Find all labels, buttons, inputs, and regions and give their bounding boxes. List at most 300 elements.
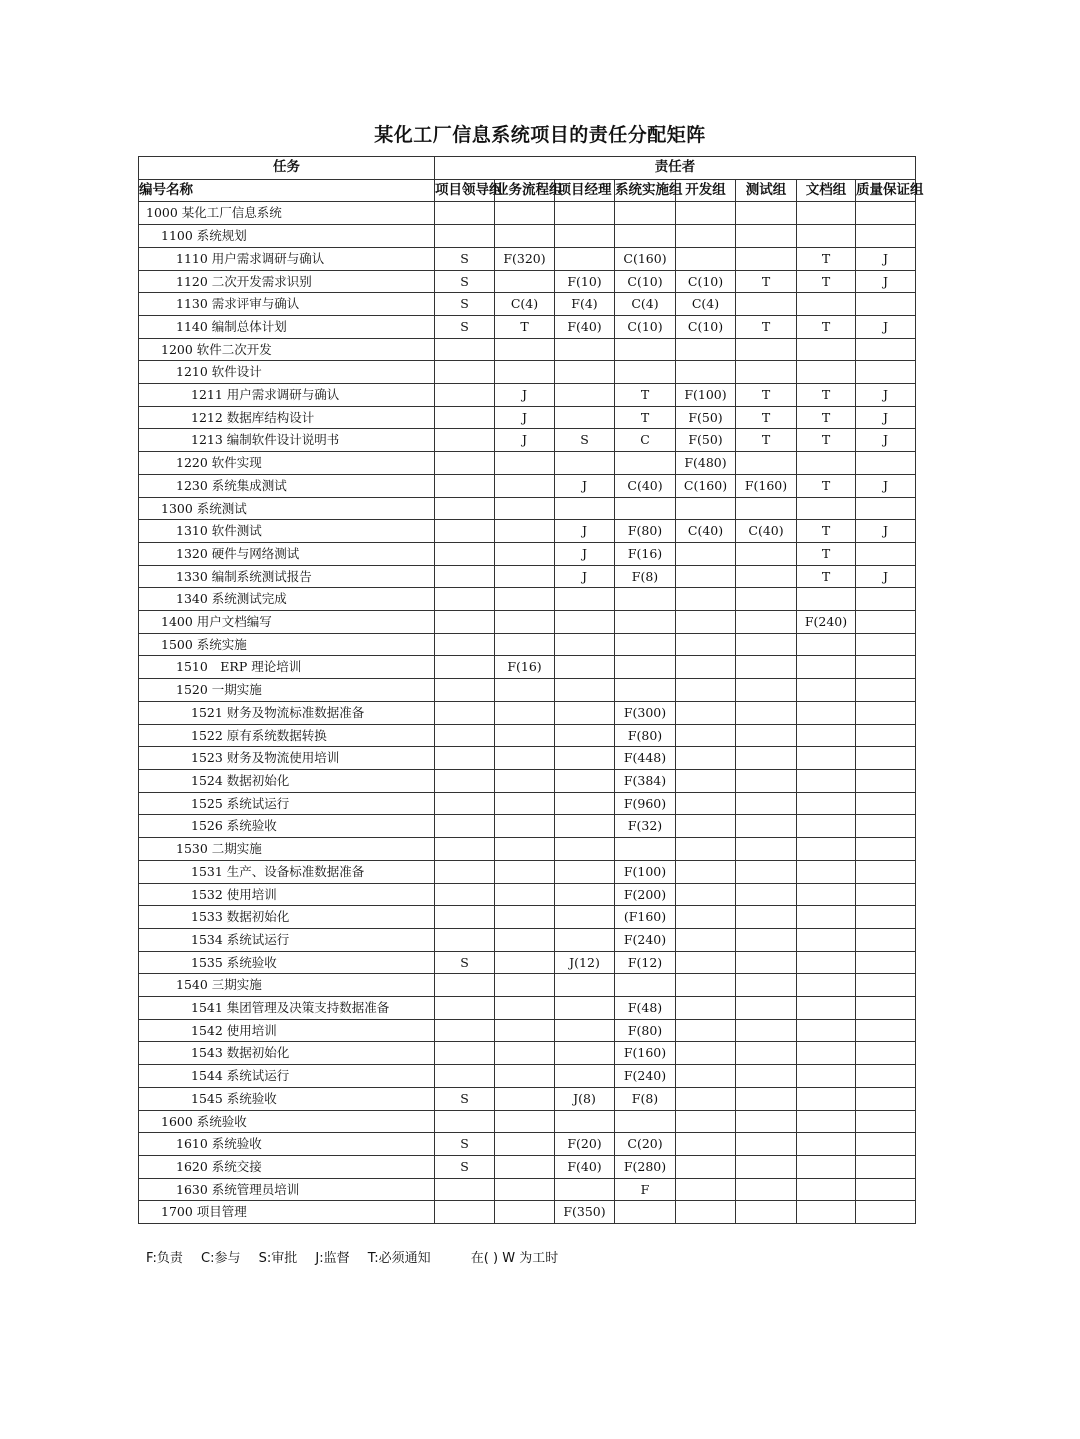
responsibility-cell [555,384,615,407]
task-name-cell: 1200 软件二次开发 [139,338,435,361]
table-row [139,747,916,770]
responsibility-cell [555,974,615,997]
responsibility-cell [856,1178,916,1201]
responsibility-cell [495,747,555,770]
responsibility-cell [435,883,495,906]
responsibility-cell: C(4) [495,293,555,316]
responsibility-cell [495,860,555,883]
table-row [139,1042,916,1065]
responsibility-cell: J [495,406,555,429]
responsibility-cell: S [435,270,495,293]
responsibility-cell [856,724,916,747]
legend-item: C:参与 [201,1251,241,1266]
responsibility-cell [797,951,856,974]
responsibility-cell: F(280) [615,1155,676,1178]
responsibility-cell: F(160) [736,474,797,497]
responsibility-cell [676,701,736,724]
table-row [139,293,916,316]
task-name-cell: 1524 数据初始化 [139,769,435,792]
responsibility-cell [495,883,555,906]
responsibility-cell [736,815,797,838]
responsibility-cell [736,633,797,656]
responsibility-cell: F(448) [615,747,676,770]
responsibility-cell [495,1065,555,1088]
responsibility-cell [676,815,736,838]
responsibility-cell [736,724,797,747]
responsibility-cell [495,338,555,361]
responsibility-cell [736,1178,797,1201]
responsibility-cell [555,860,615,883]
responsibility-cell: (F160) [615,906,676,929]
task-name-cell: 1544 系统试运行 [139,1065,435,1088]
responsibility-cell: F(960) [615,792,676,815]
responsibility-cell [495,588,555,611]
responsibility-cell: T [797,429,856,452]
responsibility-cell: F(384) [615,769,676,792]
responsibility-cell [495,542,555,565]
column-header-testing: 测试组 [736,179,797,202]
responsibility-cell [797,338,856,361]
responsibility-cell: T [736,270,797,293]
responsibility-cell: T [797,565,856,588]
responsibility-cell [615,974,676,997]
responsibility-cell: F(100) [676,384,736,407]
responsibility-cell [856,1042,916,1065]
responsibility-cell [435,338,495,361]
task-name-cell: 1600 系统验收 [139,1110,435,1133]
responsibility-cell [736,452,797,475]
table-row [139,633,916,656]
responsibility-cell [555,202,615,225]
responsibility-cell [856,1155,916,1178]
table-row [139,951,916,974]
responsibility-cell [615,656,676,679]
task-name-cell: 1210 软件设计 [139,361,435,384]
task-name-cell: 1540 三期实施 [139,974,435,997]
table-row [139,542,916,565]
task-name-cell: 1531 生产、设备标准数据准备 [139,860,435,883]
responsibility-cell: S [435,1155,495,1178]
responsibility-cell [856,1201,916,1224]
responsibility-cell [676,542,736,565]
responsibility-cell [797,997,856,1020]
responsibility-cell [495,497,555,520]
responsibility-cell: F(50) [676,429,736,452]
responsibility-cell [495,225,555,248]
responsibility-cell [555,633,615,656]
responsibility-cell: F(48) [615,997,676,1020]
task-name-cell: 1542 使用培训 [139,1019,435,1042]
responsibility-cell [555,361,615,384]
responsibility-cell [856,497,916,520]
responsibility-cell [676,974,736,997]
responsibility-cell [555,747,615,770]
responsibility-cell [856,792,916,815]
legend [146,1247,572,1266]
responsibility-cell [555,1019,615,1042]
responsibility-cell [495,520,555,543]
task-name-cell: 1620 系统交接 [139,1155,435,1178]
responsibility-cell [736,1110,797,1133]
responsibility-cell [555,1110,615,1133]
task-name-cell: 1523 财务及物流使用培训 [139,747,435,770]
responsibility-cell: J [856,315,916,338]
responsibility-cell [615,1110,676,1133]
task-name-cell: 1521 财务及物流标准数据准备 [139,701,435,724]
task-name-cell: 1100 系统规划 [139,225,435,248]
responsibility-cell [676,1110,736,1133]
legend-item: S:审批 [258,1251,298,1266]
responsible-group-header: 责任者 [435,157,916,180]
task-name-cell: 1545 系统验收 [139,1087,435,1110]
responsibility-cell [435,497,495,520]
responsibility-cell [615,225,676,248]
table-row [139,1201,916,1224]
responsibility-cell [435,1201,495,1224]
table-row [139,1110,916,1133]
responsibility-cell [555,588,615,611]
responsibility-cell [856,1087,916,1110]
responsibility-cell [736,225,797,248]
responsibility-cell [736,997,797,1020]
responsibility-cell [495,202,555,225]
table-row [139,860,916,883]
responsibility-cell [555,452,615,475]
responsibility-cell [676,747,736,770]
responsibility-cell: C(4) [676,293,736,316]
responsibility-cell [856,1019,916,1042]
matrix-body [139,202,916,1224]
responsibility-cell [676,338,736,361]
responsibility-cell [797,1201,856,1224]
responsibility-cell [736,497,797,520]
responsibility-cell [797,679,856,702]
responsibility-cell [495,1087,555,1110]
task-name-cell: 1522 原有系统数据转换 [139,724,435,747]
responsibility-cell [856,338,916,361]
responsibility-cell [435,474,495,497]
responsibility-cell: J [856,565,916,588]
table-row [139,588,916,611]
responsibility-cell [435,542,495,565]
responsibility-cell [676,1178,736,1201]
responsibility-cell [495,701,555,724]
responsibility-cell [736,202,797,225]
column-header-quality-assurance: 质量保证组 [856,179,916,202]
responsibility-cell [615,1201,676,1224]
responsibility-cell [797,633,856,656]
table-row [139,928,916,951]
responsibility-cell [676,838,736,861]
task-name-cell: 1230 系统集成测试 [139,474,435,497]
responsibility-cell: T [797,384,856,407]
responsibility-cell [495,792,555,815]
responsibility-cell [676,1155,736,1178]
responsibility-cell [495,838,555,861]
table-row [139,270,916,293]
responsibility-cell [736,293,797,316]
responsibility-cell [797,724,856,747]
responsibility-cell [495,815,555,838]
responsibility-cell [615,452,676,475]
responsibility-cell [555,247,615,270]
task-name-cell: 1532 使用培训 [139,883,435,906]
task-name-cell: 1533 数据初始化 [139,906,435,929]
responsibility-cell [797,1133,856,1156]
responsibility-cell [435,452,495,475]
responsibility-cell [495,1133,555,1156]
task-name-cell: 1120 二次开发需求识别 [139,270,435,293]
table-row [139,906,916,929]
responsibility-cell: C(10) [615,315,676,338]
responsibility-cell [495,452,555,475]
responsibility-cell: F(80) [615,724,676,747]
responsibility-cell [856,769,916,792]
responsibility-cell: C(40) [615,474,676,497]
responsibility-cell [736,588,797,611]
responsibility-cell [797,928,856,951]
task-group-header: 任务 [139,157,435,180]
responsibility-cell [435,997,495,1020]
responsibility-cell [435,1019,495,1042]
responsibility-cell [435,860,495,883]
table-row [139,792,916,815]
responsibility-cell: F(240) [797,611,856,634]
responsibility-cell [676,202,736,225]
column-header-business-process: 业务流程组 [495,179,555,202]
responsibility-cell [435,520,495,543]
responsibility-cell: J [856,520,916,543]
table-row [139,361,916,384]
responsibility-cell [736,656,797,679]
responsibility-matrix-table [138,156,924,1224]
task-name-cell: 1526 系统验收 [139,815,435,838]
responsibility-cell [435,815,495,838]
responsibility-cell [555,679,615,702]
table-row [139,1155,916,1178]
task-name-cell: 1110 用户需求调研与确认 [139,247,435,270]
responsibility-cell [797,747,856,770]
responsibility-cell [736,565,797,588]
responsibility-cell: J [555,542,615,565]
responsibility-cell [856,361,916,384]
responsibility-cell: F(40) [555,315,615,338]
responsibility-cell [676,679,736,702]
responsibility-cell [736,542,797,565]
task-name-cell: 1630 系统管理员培训 [139,1178,435,1201]
responsibility-cell: C(160) [676,474,736,497]
responsibility-cell [435,1065,495,1088]
table-row [139,384,916,407]
responsibility-cell [797,497,856,520]
responsibility-cell: T [736,384,797,407]
legend-item: T:必须通知 [367,1251,431,1266]
responsibility-cell [797,792,856,815]
responsibility-cell: T [736,315,797,338]
responsibility-cell [435,928,495,951]
responsibility-cell [856,951,916,974]
responsibility-cell [676,1065,736,1088]
task-name-cell: 1320 硬件与网络测试 [139,542,435,565]
responsibility-cell: J [495,384,555,407]
responsibility-cell: T [495,315,555,338]
table-row [139,429,916,452]
responsibility-cell: J [555,520,615,543]
responsibility-cell [856,633,916,656]
column-header-leadership: 项目领导组 [435,179,495,202]
responsibility-cell [736,1201,797,1224]
responsibility-cell [435,656,495,679]
responsibility-cell [736,883,797,906]
responsibility-cell [555,724,615,747]
responsibility-cell [797,293,856,316]
responsibility-cell: F(8) [615,1087,676,1110]
responsibility-cell [435,769,495,792]
responsibility-cell [435,906,495,929]
responsibility-cell [435,747,495,770]
responsibility-cell [495,565,555,588]
legend-item: F:负责 [146,1251,183,1266]
responsibility-cell [856,883,916,906]
table-row [139,338,916,361]
responsibility-cell: F(350) [555,1201,615,1224]
responsibility-cell: F(8) [615,565,676,588]
responsibility-cell [555,769,615,792]
responsibility-cell [856,542,916,565]
responsibility-cell [856,588,916,611]
responsibility-cell [495,724,555,747]
responsibility-cell [676,247,736,270]
task-name-cell: 1610 系统验收 [139,1133,435,1156]
responsibility-cell: F(320) [495,247,555,270]
responsibility-cell [495,1019,555,1042]
task-name-cell: 1510 ERP 理论培训 [139,656,435,679]
responsibility-cell [435,406,495,429]
responsibility-cell: C(10) [676,270,736,293]
task-name-cell: 1212 数据库结构设计 [139,406,435,429]
responsibility-cell [736,747,797,770]
responsibility-cell [856,1065,916,1088]
responsibility-cell [495,1178,555,1201]
task-name-cell: 1310 软件测试 [139,520,435,543]
responsibility-cell: J [495,429,555,452]
responsibility-cell: J [856,384,916,407]
responsibility-cell [676,1201,736,1224]
responsibility-cell: F(80) [615,1019,676,1042]
responsibility-cell [856,1133,916,1156]
responsibility-cell: J [856,270,916,293]
responsibility-cell [555,497,615,520]
responsibility-cell: C [615,429,676,452]
responsibility-cell [856,838,916,861]
responsibility-cell [555,997,615,1020]
responsibility-cell [736,247,797,270]
responsibility-cell: J(12) [555,951,615,974]
responsibility-cell [615,361,676,384]
responsibility-cell: F(300) [615,701,676,724]
responsibility-cell: F(480) [676,452,736,475]
responsibility-cell: T [736,429,797,452]
responsibility-cell [615,588,676,611]
responsibility-cell: F(20) [555,1133,615,1156]
responsibility-cell [495,997,555,1020]
responsibility-cell: C(160) [615,247,676,270]
responsibility-cell: J [856,474,916,497]
responsibility-cell [495,474,555,497]
responsibility-cell [856,928,916,951]
responsibility-cell [435,202,495,225]
responsibility-cell [615,497,676,520]
task-name-cell: 1700 项目管理 [139,1201,435,1224]
responsibility-cell [555,792,615,815]
responsibility-cell [555,701,615,724]
responsibility-cell [435,679,495,702]
responsibility-cell [856,452,916,475]
responsibility-cell [676,769,736,792]
table-row [139,838,916,861]
table-row [139,679,916,702]
responsibility-cell: F(200) [615,883,676,906]
responsibility-cell [736,1133,797,1156]
responsibility-cell: S [435,315,495,338]
task-name-cell: 1000 某化工厂信息系统 [139,202,435,225]
table-row [139,1019,916,1042]
responsibility-cell [676,997,736,1020]
responsibility-cell [797,769,856,792]
responsibility-cell: T [797,542,856,565]
responsibility-cell [615,202,676,225]
responsibility-cell [736,679,797,702]
responsibility-cell [797,883,856,906]
responsibility-cell [495,679,555,702]
responsibility-cell [856,1110,916,1133]
responsibility-cell [676,724,736,747]
responsibility-cell: T [797,520,856,543]
task-name-cell: 1400 用户文档编写 [139,611,435,634]
responsibility-cell [797,1178,856,1201]
task-name-cell: 1500 系统实施 [139,633,435,656]
responsibility-cell [736,361,797,384]
responsibility-cell [736,769,797,792]
responsibility-cell: F(16) [495,656,555,679]
responsibility-cell [555,1042,615,1065]
responsibility-cell [676,656,736,679]
responsibility-cell [615,338,676,361]
responsibility-cell: T [797,474,856,497]
responsibility-cell [555,406,615,429]
responsibility-cell [856,974,916,997]
table-row [139,1087,916,1110]
responsibility-cell [856,656,916,679]
responsibility-cell [676,883,736,906]
task-name-cell: 1340 系统测试完成 [139,588,435,611]
table-row [139,815,916,838]
column-header-implementation: 系统实施组 [615,179,676,202]
table-row [139,701,916,724]
column-header-documentation: 文档组 [797,179,856,202]
responsibility-cell: S [435,293,495,316]
responsibility-cell [736,838,797,861]
responsibility-cell [676,951,736,974]
responsibility-cell [495,361,555,384]
responsibility-cell [555,815,615,838]
responsibility-cell [495,611,555,634]
responsibility-cell [856,293,916,316]
table-row [139,769,916,792]
table-row [139,497,916,520]
responsibility-cell [856,202,916,225]
task-name-cell: 1520 一期实施 [139,679,435,702]
